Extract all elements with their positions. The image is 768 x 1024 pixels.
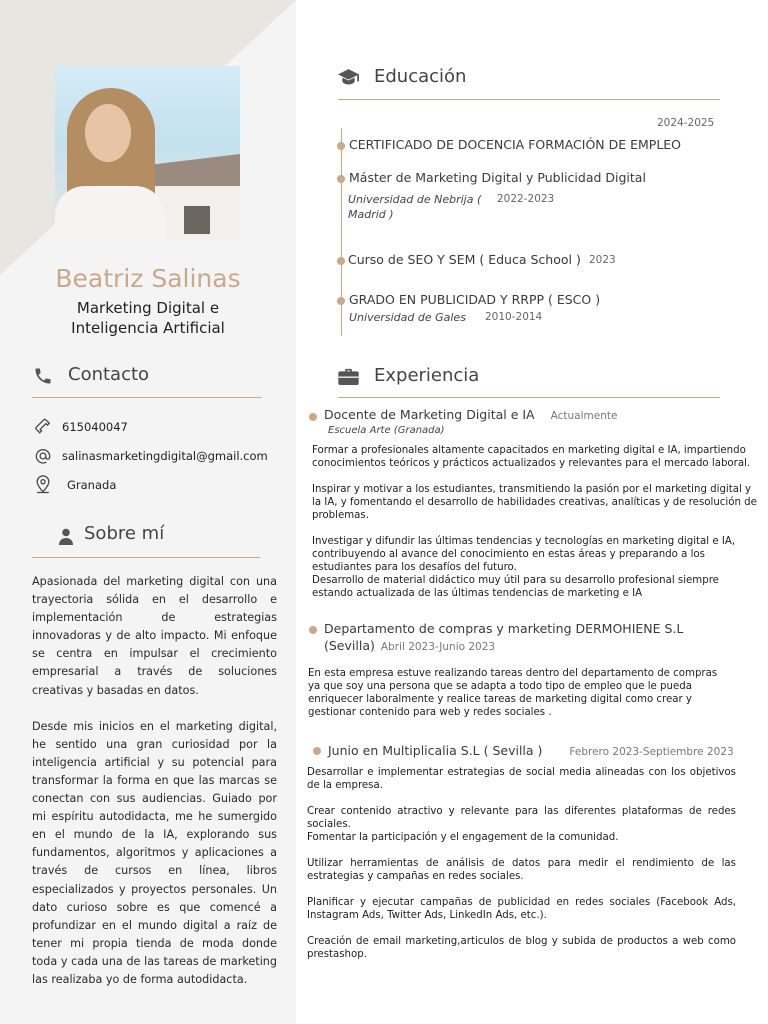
about-divider [32,557,260,558]
experience-paragraph: Desarrollar e implementar estrategias de social media alineadas con los objetivos de la empresa. [307,767,736,791]
experience-company: Escuela Arte (Granada) [328,425,445,436]
about-paragraph: Desde mis inicios en el marketing digital, he sentido una gran curiosidad por la inteligencia artificial y su potencial para transformar la forma en que las marcas se conectan con sus audiencias. Guiado por mi espíritu autodidacta, me he sumergido en el mundo de la IA, explorando sus fundamentos, algoritmos y aplicaciones a través de cursos en línea, libros especializados y proyectos personales. Un dato curioso sobre es que comencé a profundizar en el mundo digital a raíz de tener mi propia tienda de moda donde toda y cada una de las tareas de marketing las realizaba yo de forma autodidacta. [32,719,277,986]
contact-location: Granada [67,478,117,492]
about-paragraph: Apasionada del marketing digital con una trayectoria sólida en el desarrollo e implementación de estrategias innovadoras y de alto impacto. Mi enfoque se centra en impulsar el crecimiento empresarial a través de soluciones creativas y basadas en datos. [32,575,277,697]
about-text [32,573,277,989]
experience-paragraph: Inspirar y motivar a los estudiantes, transmitiendo la pasión por el marketing digital y la IA, y fomentando el desarrollo de habilidades creativas, analíticas y de resolución de problemas. [312,484,757,521]
experience-paragraph: Formar a profesionales altamente capacitados en marketing digital e IA, impartiendo conocimientos teóricos y prácticos actualizados y relevantes para el mercado laboral. [312,445,751,469]
education-year: 2010-2014 [485,311,543,323]
education-title: Curso de SEO Y SEM ( Educa School ) [348,252,581,267]
map-pin-icon [32,474,54,496]
experience-description [307,766,736,961]
timeline-dot [337,297,345,305]
experience-description [308,667,748,719]
contact-phone[interactable]: 615040047 [62,420,128,434]
contact-heading: Contacto [68,364,150,385]
graduation-cap-icon [338,68,359,86]
education-divider [338,99,720,100]
at-sign-icon [32,445,54,467]
contact-email[interactable]: salinasmarketingdigital@gmail.com [62,449,268,463]
education-title: GRADO EN PUBLICIDAD Y RRPP ( ESCO ) [349,292,601,307]
education-year: 2024-2025 [657,117,715,129]
experience-paragraph: Investigar y difundir las últimas tendencias y tecnologías en marketing digital e IA, contribuyendo al avance del conocimiento en estas áreas y preparando a los estudiantes para los desafíos del futuro. Desarrollo de material didáctico muy útil para su desarrollo profesional siempre estando actualizada de las últimas tendencias de marketing e IA [312,536,736,599]
experience-dot [309,626,317,634]
about-heading: Sobre mí [84,523,165,544]
education-title: CERTIFICADO DE DOCENCIA FORMACIÓN DE EMPLEO [349,137,682,152]
experience-paragraph: Utilizar herramientas de análisis de datos para medir el rendimiento de las estrategias y campañas en redes sociales. [307,858,736,882]
timeline-dot [337,257,345,265]
experience-period: Actualmente [550,410,618,422]
timeline-dot [337,175,345,183]
education-year: 2022-2023 [497,193,555,205]
experience-item [324,620,724,656]
experience-heading: Experiencia [374,365,480,386]
timeline-dot [337,142,345,150]
education-institution: Universidad de Nebrija ( Madrid ) [348,193,482,221]
contact-phone-row [32,416,128,438]
profile-title: Marketing Digital e Inteligencia Artificial [71,299,225,337]
experience-description [312,444,758,600]
experience-paragraph: Planificar y ejecutar campañas de publicidad en redes sociales (Facebook Ads, Instagram Ads, Twitter Ads, LinkedIn Ads, etc.). [307,897,736,921]
experience-item [328,742,748,761]
education-title: Máster de Marketing Digital y Publicidad Digital [349,170,646,185]
experience-period: Abril 2023-Junio 2023 [380,641,496,653]
education-heading: Educación [374,66,467,87]
experience-dot [309,413,317,421]
phone-outline-icon [32,416,54,438]
profile-photo [55,66,240,240]
briefcase-icon [338,368,359,385]
experience-title: Junio en Multiplicalia S.L ( Sevilla ) [328,743,543,758]
experience-period: Febrero 2023-Septiembre 2023 [569,746,734,758]
experience-paragraph: Crear contenido atractivo y relevante para las diferentes plataformas de redes sociales. Fomentar la participación y el engagement de la comunidad. [307,806,736,843]
contact-divider [32,397,262,398]
contact-location-row [32,474,116,496]
education-institution: Universidad de Gales [349,311,466,324]
experience-divider [338,397,720,398]
experience-dot [313,747,321,755]
phone-icon [33,366,53,386]
education-year: 2023 [589,254,616,266]
experience-paragraph: Creación de email marketing,articulos de blog y subida de productos a web como prestashop. [307,936,736,960]
profile-name: Beatriz Salinas [55,264,241,293]
experience-paragraph: En esta empresa estuve realizando tareas dentro del departamento de compras ya que soy una persona que se adapta a todo tipo de empleo que le pueda enriquecer laboralmente y realice tareas de marketing digital como crear y gestionar contenido para web y redes sociales . [308,668,718,718]
experience-title: Docente de Marketing Digital e IA [324,407,535,422]
experience-title: Departamento de compras y marketing DERMOHIENE S.L (Sevilla) [324,621,684,653]
contact-email-row [32,445,268,467]
experience-item [324,406,744,425]
person-icon [59,528,73,545]
